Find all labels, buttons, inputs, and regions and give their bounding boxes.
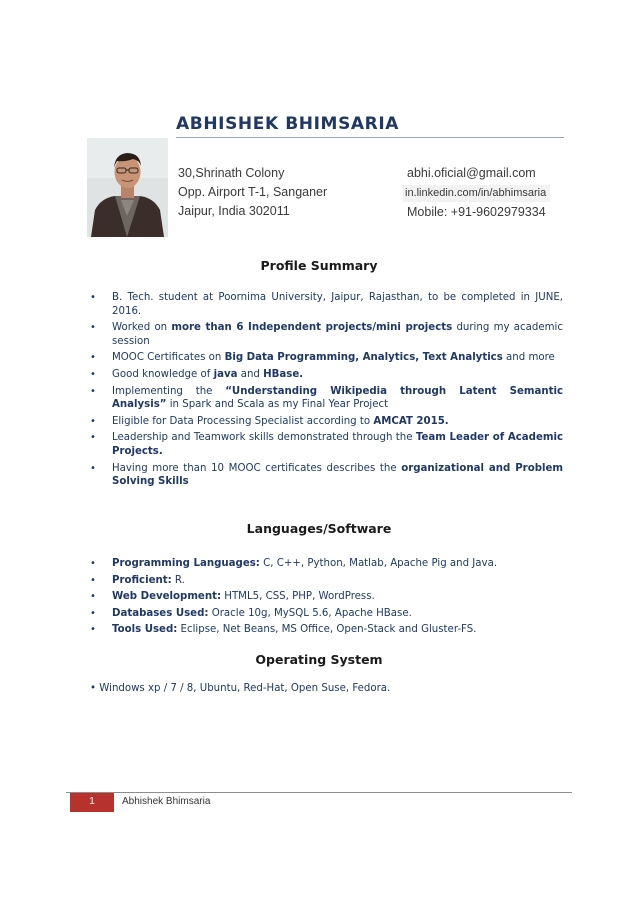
bullet-icon: •	[90, 591, 96, 603]
item-text: Worked on	[112, 322, 172, 334]
bullet-icon: •	[90, 574, 96, 586]
list-item	[90, 321, 563, 348]
footer-page-number: 1	[89, 796, 95, 807]
bullet-icon: •	[90, 352, 96, 364]
operating-system-line	[90, 683, 390, 694]
bullet-icon: •	[90, 462, 96, 474]
list-item	[90, 557, 563, 571]
list-item	[90, 431, 563, 458]
footer-name: Abhishek Bhimsaria	[122, 796, 211, 807]
list-item	[90, 590, 563, 604]
bold-text: Databases Used:	[112, 607, 209, 619]
item-text: Good knowledge of	[112, 368, 214, 380]
item-text: and	[237, 368, 264, 380]
bold-text: HBase.	[263, 368, 304, 380]
email-link[interactable]: abhi.oficial@gmail.com	[407, 166, 536, 180]
bullet-icon: •	[90, 432, 96, 444]
bold-text: java	[213, 368, 238, 380]
item-text: and more	[502, 352, 555, 364]
name-underline	[176, 137, 564, 138]
bullet-icon: •	[90, 607, 96, 619]
bold-text: organizational and Problem Solving Skills	[112, 462, 564, 488]
item-text: Implementing the	[112, 385, 226, 397]
address-line: Opp. Airport T-1, Sanganer	[178, 185, 328, 199]
linkedin-link[interactable]: in.linkedin.com/in/abhimsaria	[403, 185, 550, 202]
bold-text: Programming Languages:	[112, 558, 260, 569]
item-text: Eclipse, Net Beans, MS Office, Open-Stack and Gluster-FS.	[177, 624, 477, 636]
bold-text: more than 6 Independent projects/mini projects	[171, 322, 453, 334]
section-title-profile-summary: Profile Summary	[260, 258, 378, 273]
list-item	[90, 623, 563, 637]
bold-text: Proficient:	[112, 574, 172, 586]
profile-summary-list	[90, 291, 563, 492]
mobile-number: Mobile: +91-9602979334	[407, 205, 546, 219]
bold-text: Team Leader of Academic Projects.	[112, 432, 563, 457]
section-title-operating-system: Operating System	[255, 652, 383, 667]
bullet-icon: •	[90, 415, 96, 427]
item-text: Oracle 10g, MySQL 5.6, Apache HBase.	[208, 607, 412, 619]
bold-text: AMCAT 2015.	[373, 415, 449, 427]
bullet-icon: •	[90, 292, 96, 303]
bold-text: Big Data Programming, Analytics, Text Analytics	[224, 352, 503, 364]
operating-system-text: Windows xp / 7 / 8, Ubuntu, Red-Hat, Open Suse, Fedora.	[99, 683, 391, 694]
profile-photo	[87, 138, 168, 237]
item-text: Eligible for Data Processing Specialist according to	[112, 415, 374, 427]
list-item	[90, 415, 563, 429]
item-text: during my academic session	[112, 322, 563, 347]
item-text: HTML5, CSS, PHP, WordPress.	[221, 591, 375, 603]
item-text: MOOC Certificates on	[112, 352, 225, 364]
list-item	[90, 607, 563, 621]
item-text: R.	[171, 574, 185, 586]
address-block	[178, 164, 327, 221]
candidate-name: ABHISHEK BHIMSARIA	[176, 114, 400, 134]
list-item	[90, 291, 563, 318]
bullet-icon: •	[90, 683, 97, 694]
section-title-languages-software: Languages/Software	[246, 521, 392, 536]
list-item	[90, 368, 563, 382]
item-text: C, C++, Python, Matlab, Apache Pig and Java.	[259, 558, 498, 569]
item-text: in Spark and Scala as my Final Year Project	[166, 399, 389, 411]
address-line: 30,Shrinath Colony	[178, 166, 285, 180]
address-line: Jaipur, India 302011	[178, 204, 290, 218]
bullet-icon: •	[90, 322, 96, 334]
contact-block	[407, 164, 550, 222]
item-text: Leadership and Teamwork skills demonstrated through the	[112, 432, 416, 444]
languages-software-list	[90, 557, 563, 640]
bullet-icon: •	[90, 624, 96, 636]
bold-text: Web Development:	[112, 591, 222, 603]
list-item	[90, 462, 563, 489]
item-text: B. Tech. student at Poornima University, Jaipur, Rajasthan, to be completed in JUNE, 2016.	[112, 292, 563, 317]
bullet-icon: •	[90, 368, 96, 380]
list-item	[90, 574, 563, 588]
bold-text: “Understanding Wikipedia through Latent Semantic Analysis”	[112, 385, 563, 411]
item-text: Having more than 10 MOOC certificates describes the	[112, 462, 402, 474]
bullet-icon: •	[90, 558, 96, 569]
list-item	[90, 385, 563, 412]
list-item	[90, 351, 563, 365]
footer-divider	[66, 792, 572, 793]
profile-photo-image	[87, 138, 168, 237]
bold-text: Tools Used:	[112, 624, 178, 636]
bullet-icon: •	[90, 385, 96, 397]
